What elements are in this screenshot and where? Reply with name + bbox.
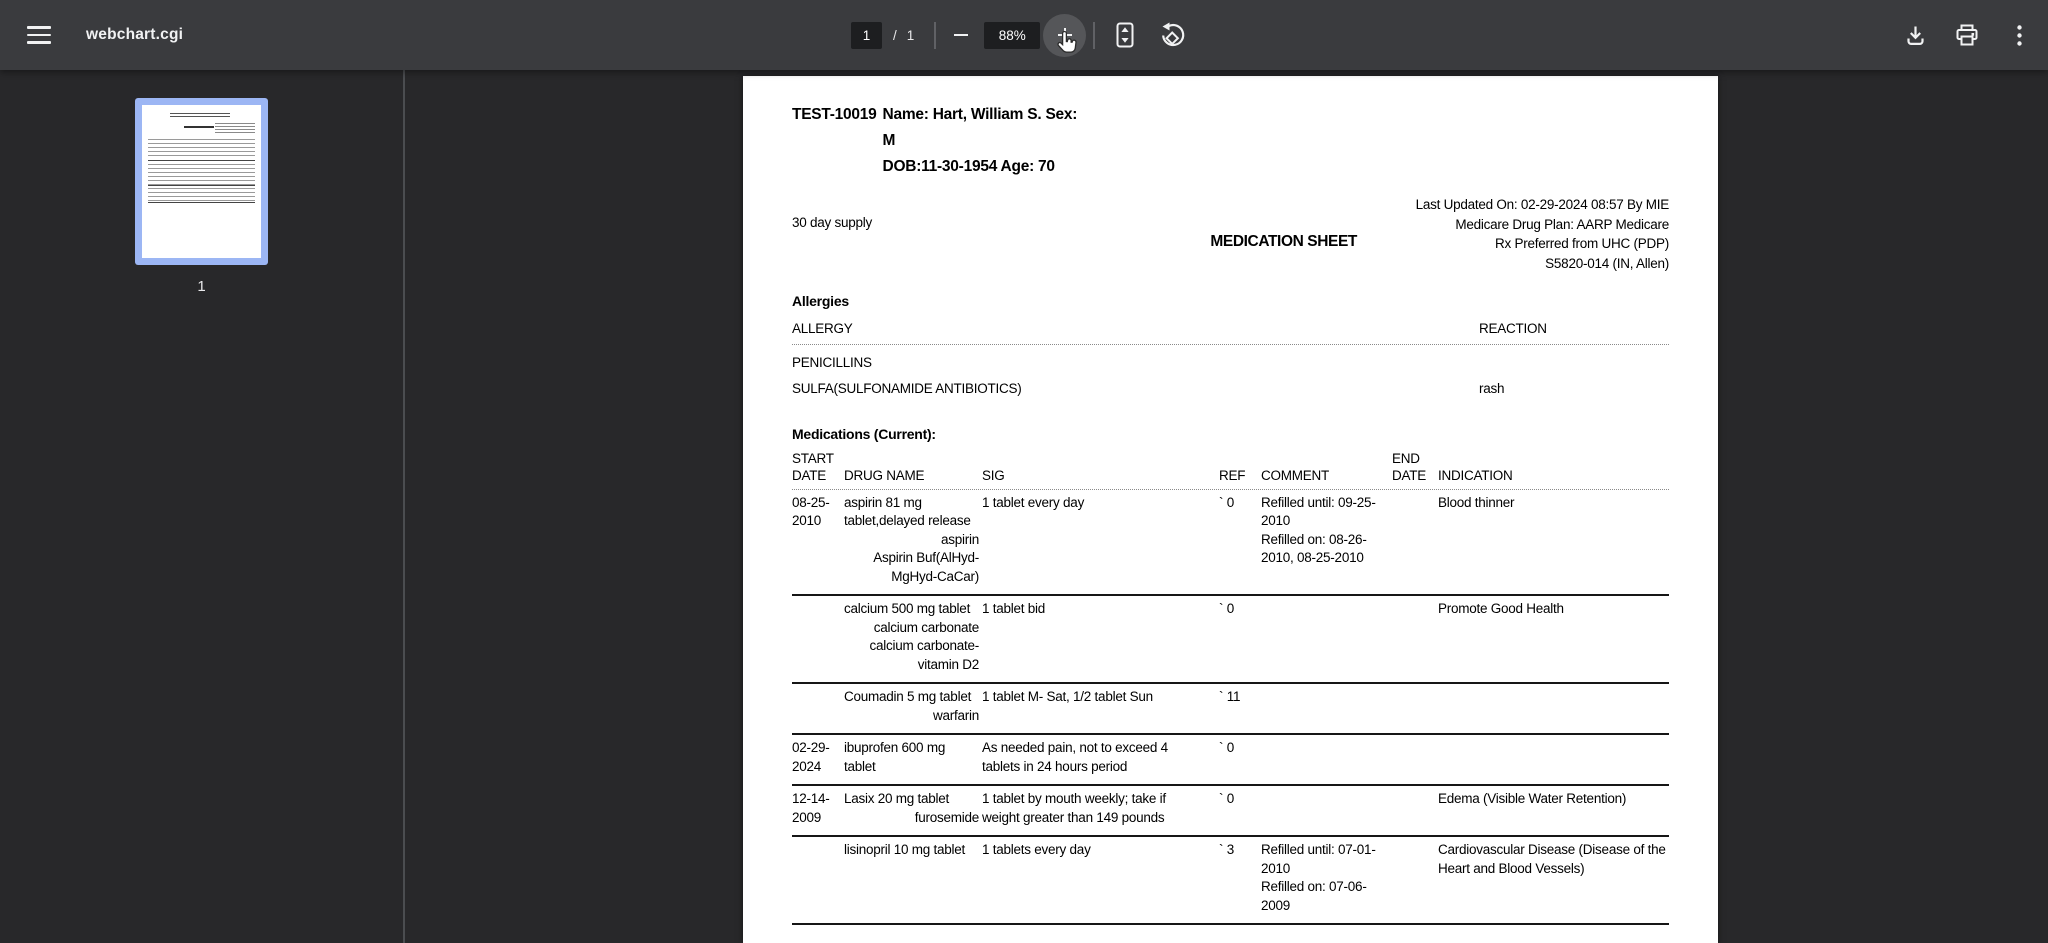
- pdf-viewer-toolbar: [0, 0, 2048, 70]
- med-end-date: [1392, 739, 1438, 776]
- allergies-heading: Allergies: [792, 293, 849, 309]
- download-icon: [1904, 24, 1927, 47]
- ref-header: REF: [1219, 467, 1246, 483]
- med-drug-generic: Aspirin Buf(AlHyd-MgHyd-CaCar): [873, 550, 979, 584]
- allergy-rows: [792, 345, 1669, 402]
- more-options-button[interactable]: [1998, 14, 2040, 56]
- allergy-reaction: rash: [1479, 381, 1505, 396]
- med-sig: 1 tablet bid: [982, 601, 1046, 616]
- med-drug-name: [844, 600, 982, 674]
- allergy-table-header: [792, 320, 1669, 346]
- viewer-body: [0, 70, 2048, 943]
- page-thumbnail[interactable]: [135, 98, 268, 265]
- med-sig: 1 tablet M- Sat, 1/2 tablet Sun: [982, 689, 1153, 704]
- supply-note: 30 day supply: [792, 215, 873, 230]
- med-indication: Edema (Visible Water Retention): [1438, 791, 1627, 806]
- med-start-date: [792, 841, 844, 915]
- start-date-header: START DATE: [792, 450, 834, 483]
- med-comment: [1261, 688, 1392, 725]
- rotate-counterclockwise-icon: [1159, 22, 1186, 49]
- med-drug-main: ibuprofen 600 mg tablet: [844, 740, 946, 774]
- med-drug-generic: calcium carbonate: [873, 619, 979, 635]
- medication-row: [792, 596, 1669, 684]
- med-indication: Blood thinner: [1438, 494, 1515, 510]
- indication-header: INDICATION: [1438, 467, 1513, 483]
- med-comment: Refilled until: 07-01-2010 Refilled on: 07-06-2009: [1261, 842, 1376, 913]
- med-end-date: [1392, 494, 1438, 587]
- end-date-header: END DATE: [1392, 450, 1427, 483]
- medication-row: [792, 490, 1669, 597]
- fit-to-page-button[interactable]: [1104, 14, 1146, 56]
- med-start-date: [792, 600, 844, 674]
- thumbnail-content: [142, 105, 261, 258]
- med-ref: ` 0: [1219, 740, 1235, 755]
- allergy-column-header: ALLERGY: [792, 320, 853, 336]
- menu-button[interactable]: [18, 14, 60, 56]
- med-sig: 1 tablets every day: [982, 842, 1091, 857]
- med-comment: [1261, 600, 1392, 674]
- med-comment: [1261, 739, 1392, 776]
- medication-row: [792, 786, 1669, 837]
- comment-header: COMMENT: [1261, 467, 1329, 483]
- med-drug-main: Coumadin 5 mg tablet: [844, 689, 972, 704]
- document-viewport[interactable]: [405, 70, 2048, 943]
- med-start-date: [792, 688, 844, 725]
- med-drug-generic: furosemide: [914, 809, 979, 825]
- med-drug-generic: warfarin: [932, 707, 979, 723]
- minus-icon: [954, 34, 968, 36]
- download-button[interactable]: [1894, 14, 1936, 56]
- page-separator: /: [893, 27, 897, 43]
- patient-header: [792, 102, 1669, 180]
- thumbnail-sidebar: [0, 70, 405, 943]
- med-drug-main: calcium 500 mg tablet: [844, 601, 971, 616]
- toolbar-right: [1894, 0, 2040, 70]
- med-end-date: [1392, 790, 1438, 827]
- page-total: 1: [906, 27, 915, 43]
- med-ref: ` 0: [1219, 494, 1235, 510]
- med-end-date: [1392, 688, 1438, 725]
- zoom-level[interactable]: 88%: [984, 22, 1040, 49]
- med-start-date: 02-29-2024: [792, 740, 830, 774]
- med-ref: ` 3: [1219, 842, 1235, 857]
- page-number-input[interactable]: [851, 22, 882, 49]
- med-drug-generic: calcium carbonate-vitamin D2: [869, 638, 979, 672]
- med-sig: 1 tablet every day: [982, 494, 1085, 510]
- allergy-name: PENICILLINS: [792, 355, 872, 370]
- medication-row: [792, 684, 1669, 735]
- document-page: [743, 76, 1718, 943]
- print-button[interactable]: [1946, 14, 1988, 56]
- zoom-out-button[interactable]: [940, 14, 982, 56]
- med-start-date: 12-14-2009: [792, 791, 830, 825]
- rotate-button[interactable]: [1151, 14, 1193, 56]
- med-drug-name: [844, 688, 982, 725]
- med-start-date: 08-25-2010: [792, 494, 830, 528]
- sig-header: SIG: [982, 467, 1005, 483]
- reaction-column-header: REACTION: [1479, 320, 1547, 336]
- med-comment: [1261, 790, 1392, 827]
- patient-info-lines: Name: Hart, William S. Sex: M DOB:11-30-1954 Age: 70: [882, 106, 1078, 175]
- sheet-title: MEDICATION SHEET: [1210, 233, 1357, 250]
- sheet-meta-block: Last Updated On: 02-29-2024 08:57 By MIE Medicare Drug Plan: AARP Medicare Rx Preferred from UHC (PDP) S5820-014 (IN, Allen): [1415, 197, 1669, 271]
- med-drug-name: [844, 790, 982, 827]
- medication-rows: [792, 490, 1669, 926]
- medication-row: [792, 735, 1669, 786]
- med-ref: ` 0: [1219, 791, 1235, 806]
- plus-icon: [1058, 28, 1072, 42]
- toolbar-divider: [934, 22, 936, 49]
- med-ref: ` 0: [1219, 601, 1235, 616]
- med-sig: As needed pain, not to exceed 4 tablets in 24 hours period: [982, 740, 1168, 774]
- three-dot-menu-icon: [2017, 25, 2022, 46]
- med-comment: Refilled until: 09-25-2010 Refilled on: 08-26-2010, 08-25-2010: [1261, 494, 1376, 565]
- med-indication: Promote Good Health: [1438, 601, 1564, 616]
- allergy-row: [792, 376, 1669, 402]
- medication-row: [792, 837, 1669, 925]
- med-drug-name: [844, 494, 982, 587]
- med-sig: 1 tablet by mouth weekly; take if weight greater than 149 pounds: [982, 791, 1166, 825]
- med-drug-name: [844, 841, 982, 915]
- allergy-row: [792, 350, 1669, 376]
- med-ref: ` 11: [1219, 689, 1241, 704]
- med-end-date: [1392, 600, 1438, 674]
- drug-name-header: DRUG NAME: [844, 467, 925, 483]
- thumbnail-page-number: 1: [197, 278, 206, 295]
- toolbar-left: [0, 14, 183, 56]
- medication-table-header: [792, 450, 1669, 490]
- med-indication: [1438, 688, 1667, 725]
- med-drug-main: aspirin 81 mg tablet,delayed release: [844, 494, 971, 528]
- med-indication: Cardiovascular Disease (Disease of the Heart and Blood Vessels): [1438, 842, 1666, 876]
- patient-id: TEST-10019: [792, 106, 877, 123]
- med-drug-name: [844, 739, 982, 776]
- med-indication: [1438, 739, 1667, 776]
- medications-heading: Medications (Current):: [792, 426, 936, 442]
- med-end-date: [1392, 841, 1438, 915]
- fit-to-page-icon: [1116, 22, 1134, 48]
- med-drug-main: lisinopril 10 mg tablet: [844, 842, 966, 857]
- allergy-name: SULFA(SULFONAMIDE ANTIBIOTICS): [792, 381, 1022, 396]
- toolbar-center: [851, 0, 1193, 70]
- zoom-in-button[interactable]: [1043, 14, 1086, 57]
- med-drug-generic: aspirin: [940, 531, 979, 547]
- sheet-meta-row: [792, 195, 1669, 273]
- hamburger-icon: [27, 26, 51, 44]
- allergy-reaction: [1479, 350, 1669, 376]
- print-icon: [1955, 24, 1979, 47]
- med-drug-main: Lasix 20 mg tablet: [844, 791, 950, 806]
- toolbar-divider: [1093, 22, 1095, 49]
- document-title: webchart.cgi: [86, 26, 184, 43]
